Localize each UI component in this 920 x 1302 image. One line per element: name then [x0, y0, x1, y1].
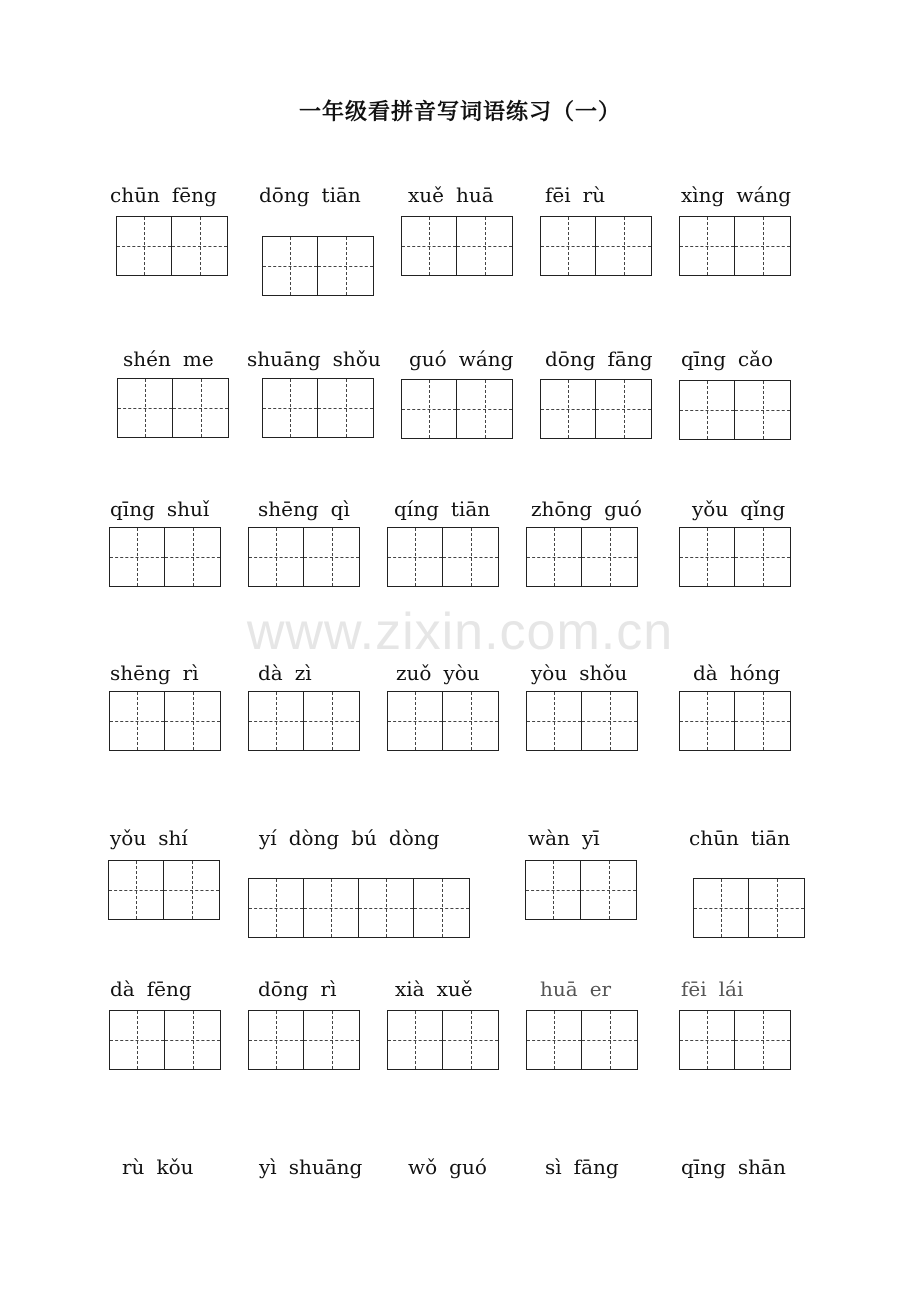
writing-cell[interactable] — [749, 879, 804, 937]
pinyin-syllable: shǒu — [579, 661, 628, 685]
pinyin-syllable: rì — [320, 977, 337, 1001]
writing-grid — [262, 378, 374, 438]
writing-grid — [248, 1010, 360, 1070]
writing-grid — [248, 691, 360, 751]
pinyin-syllable: qīng — [110, 497, 155, 521]
pinyin-label — [247, 347, 393, 371]
pinyin-label — [110, 977, 204, 1001]
writing-grid — [526, 527, 638, 587]
writing-cell[interactable] — [249, 879, 304, 937]
pinyin-syllable: guó — [409, 347, 447, 371]
pinyin-syllable: wáng — [458, 347, 514, 371]
writing-grid — [248, 878, 470, 938]
pinyin-syllable: kǒu — [156, 1155, 194, 1179]
writing-cell[interactable] — [173, 379, 228, 437]
pinyin-label — [259, 1155, 374, 1179]
writing-cell[interactable] — [164, 861, 219, 919]
pinyin-syllable: fēng — [171, 183, 217, 207]
pinyin-syllable: rù — [582, 183, 606, 207]
writing-cell[interactable] — [680, 1011, 735, 1069]
pinyin-syllable: er — [589, 977, 612, 1001]
pinyin-label — [259, 183, 373, 207]
writing-cell[interactable] — [527, 528, 582, 586]
writing-cell[interactable] — [443, 528, 498, 586]
pinyin-syllable: hóng — [729, 661, 781, 685]
writing-cell[interactable] — [735, 381, 790, 439]
writing-grid — [108, 860, 220, 920]
pinyin-syllable: yī — [581, 826, 600, 850]
pinyin-syllable: qīng — [681, 1155, 726, 1179]
writing-cell[interactable] — [263, 237, 318, 295]
pinyin-label — [258, 977, 349, 1001]
pinyin-syllable: yì — [259, 1155, 277, 1179]
pinyin-syllable: dà — [110, 977, 135, 1001]
writing-cell[interactable] — [582, 528, 637, 586]
writing-cell[interactable] — [680, 217, 735, 275]
writing-cell[interactable] — [581, 861, 636, 919]
writing-cell[interactable] — [402, 217, 457, 275]
writing-cell[interactable] — [402, 380, 457, 438]
pinyin-syllable: shēng — [110, 661, 171, 685]
writing-grid — [387, 1010, 499, 1070]
pinyin-syllable: shuāng — [288, 1155, 363, 1179]
pinyin-syllable: xià — [395, 977, 425, 1001]
writing-cell[interactable] — [582, 692, 637, 750]
pinyin-syllable: tiān — [321, 183, 361, 207]
pinyin-label — [540, 977, 623, 1001]
pinyin-label — [545, 1155, 631, 1179]
pinyin-syllable: yí — [259, 826, 277, 850]
pinyin-syllable: yǒu — [692, 497, 729, 521]
writing-cell[interactable] — [165, 692, 220, 750]
pinyin-label — [408, 183, 506, 207]
writing-cell[interactable] — [388, 1011, 443, 1069]
writing-grid — [679, 216, 791, 276]
writing-grid — [526, 1010, 638, 1070]
writing-cell[interactable] — [735, 1011, 790, 1069]
writing-cell[interactable] — [110, 692, 165, 750]
pinyin-syllable: qīng — [681, 347, 726, 371]
writing-cell[interactable] — [680, 528, 735, 586]
pinyin-syllable: lái — [718, 977, 744, 1001]
writing-cell[interactable] — [680, 381, 735, 439]
writing-grid — [248, 527, 360, 587]
pinyin-label — [122, 1155, 206, 1179]
pinyin-syllable: dōng — [545, 347, 596, 371]
writing-cell[interactable] — [165, 528, 220, 586]
pinyin-syllable: dà — [258, 661, 283, 685]
writing-cell[interactable] — [735, 692, 790, 750]
pinyin-syllable: qíng — [394, 497, 439, 521]
pinyin-syllable: yòu — [531, 661, 568, 685]
pinyin-syllable: wáng — [736, 183, 792, 207]
writing-cell[interactable] — [443, 692, 498, 750]
pinyin-syllable: me — [182, 347, 214, 371]
pinyin-syllable: qǐng — [740, 497, 786, 521]
writing-grid — [401, 216, 513, 276]
writing-cell[interactable] — [414, 879, 469, 937]
writing-cell[interactable] — [117, 217, 172, 275]
pinyin-label — [528, 826, 612, 850]
pinyin-label — [681, 183, 803, 207]
pinyin-syllable: zì — [294, 661, 312, 685]
pinyin-label — [545, 347, 665, 371]
pinyin-syllable: dà — [693, 661, 718, 685]
writing-grid — [116, 216, 228, 276]
pinyin-syllable: rì — [182, 661, 199, 685]
pinyin-syllable: xuě — [408, 183, 444, 207]
pinyin-syllable: dòng — [288, 826, 340, 850]
pinyin-syllable: tiān — [750, 826, 791, 850]
pinyin-syllable: sì — [545, 1155, 562, 1179]
writing-cell[interactable] — [172, 217, 227, 275]
pinyin-syllable: cǎo — [737, 347, 774, 371]
writing-cell[interactable] — [109, 861, 164, 919]
pinyin-syllable: xìng — [681, 183, 725, 207]
writing-cell[interactable] — [680, 692, 735, 750]
writing-cell[interactable] — [110, 528, 165, 586]
writing-cell[interactable] — [541, 217, 596, 275]
pinyin-syllable: chūn — [110, 183, 160, 207]
writing-cell[interactable] — [304, 692, 359, 750]
pinyin-label — [110, 497, 221, 521]
writing-cell[interactable] — [527, 1011, 582, 1069]
pinyin-label — [681, 347, 785, 371]
pinyin-syllable: zhōng — [531, 497, 593, 521]
pinyin-syllable: huā — [540, 977, 578, 1001]
pinyin-syllable: dōng — [259, 183, 310, 207]
writing-cell[interactable] — [388, 692, 443, 750]
pinyin-label — [408, 1155, 499, 1179]
pinyin-label — [681, 977, 755, 1001]
writing-cell[interactable] — [735, 217, 790, 275]
pinyin-label — [258, 661, 324, 685]
writing-cell[interactable] — [443, 1011, 498, 1069]
pinyin-syllable: xuě — [436, 977, 473, 1001]
pinyin-syllable: guó — [449, 1155, 487, 1179]
writing-grid — [540, 379, 652, 439]
writing-grid — [679, 380, 791, 440]
writing-cell[interactable] — [110, 1011, 165, 1069]
writing-grid — [693, 878, 805, 938]
pinyin-syllable: shén — [123, 347, 171, 371]
writing-grid — [679, 691, 791, 751]
pinyin-syllable: fēi — [545, 183, 571, 207]
pinyin-syllable: qì — [330, 497, 350, 521]
writing-cell[interactable] — [582, 1011, 637, 1069]
pinyin-label — [692, 497, 797, 521]
pinyin-syllable: zuǒ — [396, 661, 432, 685]
watermark: www.zixin.com.cn — [246, 603, 674, 661]
pinyin-syllable: fāng — [607, 347, 653, 371]
pinyin-label — [259, 826, 451, 850]
pinyin-syllable: shǒu — [332, 347, 381, 371]
writing-cell[interactable] — [304, 528, 359, 586]
writing-cell[interactable] — [359, 879, 414, 937]
page-title: 一年级看拼音写词语练习（一） — [298, 100, 621, 125]
writing-grid — [679, 527, 791, 587]
pinyin-syllable: chūn — [689, 826, 739, 850]
writing-cell[interactable] — [596, 217, 651, 275]
writing-grid — [387, 691, 499, 751]
writing-grid — [109, 527, 221, 587]
pinyin-syllable: huā — [456, 183, 494, 207]
writing-cell[interactable] — [457, 217, 512, 275]
pinyin-syllable: bú — [351, 826, 377, 850]
pinyin-label — [409, 347, 525, 371]
pinyin-syllable: shí — [158, 826, 188, 850]
pinyin-label — [681, 1155, 798, 1179]
writing-grid — [117, 378, 229, 438]
pinyin-label — [110, 183, 229, 207]
pinyin-label — [693, 661, 792, 685]
writing-grid — [525, 860, 637, 920]
pinyin-syllable: dōng — [258, 977, 309, 1001]
writing-cell[interactable] — [249, 528, 304, 586]
writing-cell[interactable] — [694, 879, 749, 937]
pinyin-label — [689, 826, 802, 850]
writing-grid — [526, 691, 638, 751]
pinyin-syllable: fēng — [146, 977, 192, 1001]
pinyin-syllable: rù — [122, 1155, 145, 1179]
writing-cell[interactable] — [263, 379, 318, 437]
pinyin-syllable: shuāng — [247, 347, 321, 371]
pinyin-label — [258, 497, 362, 521]
writing-cell[interactable] — [457, 380, 512, 438]
pinyin-syllable: shēng — [258, 497, 319, 521]
writing-grid — [387, 527, 499, 587]
pinyin-syllable: fēi — [681, 977, 707, 1001]
writing-cell[interactable] — [249, 692, 304, 750]
writing-grid — [262, 236, 374, 296]
pinyin-syllable: yòu — [443, 661, 480, 685]
pinyin-syllable: wàn — [528, 826, 570, 850]
writing-cell[interactable] — [165, 1011, 220, 1069]
writing-grid — [401, 379, 513, 439]
pinyin-label — [110, 661, 211, 685]
pinyin-syllable: tiān — [450, 497, 491, 521]
pinyin-syllable: wǒ — [408, 1155, 438, 1179]
writing-cell[interactable] — [526, 861, 581, 919]
pinyin-syllable: guó — [604, 497, 642, 521]
writing-cell[interactable] — [527, 692, 582, 750]
writing-grid — [540, 216, 652, 276]
pinyin-label — [531, 497, 654, 521]
writing-cell[interactable] — [304, 879, 359, 937]
pinyin-label — [396, 661, 492, 685]
writing-cell[interactable] — [388, 528, 443, 586]
writing-cell[interactable] — [541, 380, 596, 438]
writing-cell[interactable] — [318, 237, 373, 295]
pinyin-label — [110, 826, 200, 850]
pinyin-label — [395, 977, 485, 1001]
writing-cell[interactable] — [318, 379, 373, 437]
writing-grid — [109, 691, 221, 751]
pinyin-label — [123, 347, 226, 371]
pinyin-syllable: dòng — [388, 826, 440, 850]
pinyin-syllable: shān — [737, 1155, 786, 1179]
writing-cell[interactable] — [735, 528, 790, 586]
pinyin-label — [545, 183, 617, 207]
pinyin-label — [531, 661, 639, 685]
writing-cell[interactable] — [249, 1011, 304, 1069]
pinyin-label — [394, 497, 502, 521]
writing-cell[interactable] — [118, 379, 173, 437]
writing-cell[interactable] — [596, 380, 651, 438]
pinyin-syllable: fāng — [573, 1155, 619, 1179]
writing-grid — [109, 1010, 221, 1070]
pinyin-syllable: yǒu — [110, 826, 147, 850]
writing-cell[interactable] — [304, 1011, 359, 1069]
writing-grid — [679, 1010, 791, 1070]
pinyin-syllable: shuǐ — [166, 497, 210, 521]
